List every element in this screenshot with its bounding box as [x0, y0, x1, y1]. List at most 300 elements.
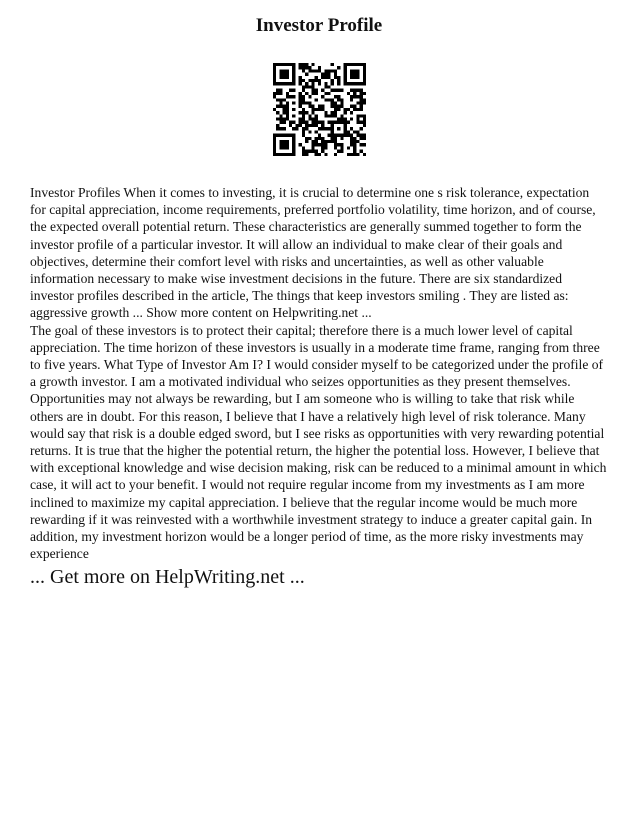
- qr-module: [311, 111, 314, 114]
- qr-module: [302, 153, 305, 156]
- qr-module: [344, 82, 347, 85]
- qr-module: [356, 114, 359, 117]
- qr-module: [299, 101, 302, 104]
- qr-module: [350, 143, 353, 146]
- qr-module: [273, 92, 276, 95]
- qr-module: [331, 101, 334, 104]
- qr-module: [331, 63, 334, 66]
- qr-module: [340, 150, 343, 153]
- qr-module: [328, 98, 331, 101]
- qr-module: [279, 73, 282, 76]
- qr-module: [276, 92, 279, 95]
- qr-module: [292, 140, 295, 143]
- qr-module: [334, 95, 337, 98]
- qr-module: [353, 108, 356, 111]
- qr-module: [360, 108, 363, 111]
- qr-module: [350, 63, 353, 66]
- qr-module: [276, 105, 279, 108]
- qr-module: [305, 63, 308, 66]
- qr-module: [340, 89, 343, 92]
- qr-module: [337, 76, 340, 79]
- qr-module: [331, 105, 334, 108]
- qr-module: [334, 121, 337, 124]
- qr-module: [308, 101, 311, 104]
- qr-module: [273, 137, 276, 140]
- qr-module: [344, 127, 347, 130]
- qr-module: [353, 92, 356, 95]
- qr-module: [292, 82, 295, 85]
- qr-module: [308, 66, 311, 69]
- qr-module: [286, 146, 289, 149]
- qr-module: [321, 108, 324, 111]
- qr-module: [334, 146, 337, 149]
- qr-module: [302, 108, 305, 111]
- qr-module: [279, 143, 282, 146]
- qr-module: [331, 69, 334, 72]
- qr-module: [363, 137, 366, 140]
- qr-module: [321, 146, 324, 149]
- qr-module: [273, 66, 276, 69]
- qr-module: [321, 73, 324, 76]
- qr-module: [311, 124, 314, 127]
- qr-module: [363, 118, 366, 121]
- qr-module: [337, 105, 340, 108]
- qr-module: [340, 137, 343, 140]
- qr-module: [305, 137, 308, 140]
- qr-module: [337, 95, 340, 98]
- qr-module: [334, 134, 337, 137]
- qr-module: [279, 134, 282, 137]
- qr-module: [350, 76, 353, 79]
- qr-module: [356, 63, 359, 66]
- qr-module: [321, 150, 324, 153]
- qr-module: [337, 143, 340, 146]
- qr-module: [356, 76, 359, 79]
- qr-module: [321, 121, 324, 124]
- qr-module: [273, 108, 276, 111]
- qr-module: [360, 95, 363, 98]
- qr-module: [305, 82, 308, 85]
- qr-module: [286, 140, 289, 143]
- qr-module: [279, 105, 282, 108]
- qr-module: [315, 114, 318, 117]
- qr-module: [356, 121, 359, 124]
- qr-module: [315, 150, 318, 153]
- qr-module: [311, 118, 314, 121]
- qr-module: [292, 146, 295, 149]
- qr-module: [283, 146, 286, 149]
- qr-module: [324, 153, 327, 156]
- qr-module: [302, 150, 305, 153]
- qr-module: [292, 108, 295, 111]
- qr-module: [315, 153, 318, 156]
- qr-module: [292, 89, 295, 92]
- qr-module: [305, 111, 308, 114]
- qr-module: [331, 89, 334, 92]
- qr-module: [308, 85, 311, 88]
- qr-module: [276, 111, 279, 114]
- qr-module: [353, 89, 356, 92]
- qr-module: [308, 150, 311, 153]
- qr-module: [318, 66, 321, 69]
- qr-module: [344, 69, 347, 72]
- qr-module: [273, 150, 276, 153]
- qr-module: [283, 143, 286, 146]
- qr-module: [279, 153, 282, 156]
- qr-module: [292, 66, 295, 69]
- qr-module: [276, 153, 279, 156]
- qr-module: [283, 98, 286, 101]
- qr-module: [302, 101, 305, 104]
- qr-module: [283, 134, 286, 137]
- qr-module: [318, 105, 321, 108]
- qr-module: [292, 127, 295, 130]
- qr-module: [302, 79, 305, 82]
- qr-module: [276, 82, 279, 85]
- qr-module: [321, 127, 324, 130]
- qr-code-icon[interactable]: [273, 63, 366, 156]
- qr-code-graphic: [273, 63, 366, 156]
- qr-module: [340, 146, 343, 149]
- qr-module: [340, 118, 343, 121]
- qr-module: [302, 66, 305, 69]
- qr-module: [350, 82, 353, 85]
- qr-module: [305, 150, 308, 153]
- qr-module: [328, 127, 331, 130]
- qr-module: [292, 79, 295, 82]
- qr-module: [353, 140, 356, 143]
- qr-module: [356, 82, 359, 85]
- qr-module: [302, 63, 305, 66]
- qr-module: [299, 105, 302, 108]
- qr-module: [318, 79, 321, 82]
- qr-module: [305, 66, 308, 69]
- qr-module: [356, 134, 359, 137]
- qr-module: [286, 111, 289, 114]
- qr-module: [289, 153, 292, 156]
- qr-module: [279, 127, 282, 130]
- qr-module: [331, 98, 334, 101]
- qr-module: [279, 92, 282, 95]
- qr-module: [363, 82, 366, 85]
- qr-module: [363, 63, 366, 66]
- qr-module: [292, 101, 295, 104]
- qr-module: [292, 153, 295, 156]
- qr-module: [360, 101, 363, 104]
- qr-module: [279, 101, 282, 104]
- qr-module: [331, 121, 334, 124]
- qr-module: [302, 127, 305, 130]
- qr-module: [344, 63, 347, 66]
- qr-module: [308, 79, 311, 82]
- qr-module: [299, 111, 302, 114]
- qr-module: [279, 98, 282, 101]
- qr-module: [324, 140, 327, 143]
- qr-module: [315, 143, 318, 146]
- qr-module: [299, 63, 302, 66]
- qr-module: [279, 146, 282, 149]
- qr-module: [334, 114, 337, 117]
- qr-module: [340, 101, 343, 104]
- qr-module: [273, 63, 276, 66]
- qr-module: [344, 124, 347, 127]
- qr-module: [337, 82, 340, 85]
- qr-module: [279, 82, 282, 85]
- qr-module: [299, 124, 302, 127]
- qr-module: [353, 143, 356, 146]
- qr-module: [321, 143, 324, 146]
- qr-module: [305, 85, 308, 88]
- qr-module: [302, 85, 305, 88]
- qr-module: [337, 98, 340, 101]
- qr-module: [286, 69, 289, 72]
- qr-module: [286, 118, 289, 121]
- qr-module: [283, 82, 286, 85]
- qr-module: [331, 140, 334, 143]
- paragraph-goal: The goal of these investors is to protect their capital; therefore there is a much lower level of capital appreciation. The time horizon of these investors is usually in a moderate time frame, ranging from three to five years. What Type of Investor Am I? I would consider myself to be categorized under the profile of a growth investor. I am a motivated individual who seizes opportunities as they present themselves. Opportunities may not always be rewarding, but I am someone who is willing to take that risk while others are in doubt. For this reason, I believe that I have a relatively high level of risk tolerance. Many would say that risk is a double edged sword, but I see risks as opportunities with very rewarding potential returns. It is true that the higher the potential return, the higher the potential loss. However, I believe that with exceptional knowledge and wise decision making, risk can be reduced to a minimal amount in which case, it will act to your benefit. I would not require regular income from my investments as I am more inclined to maximize my capital appreciation. I believe that the regular income would be much more rewarding if it was reinvested with a worthwhile investment strategy to induce a greater capital gain. In addition, my investment horizon would be a longer period of time, as the more risky investments may experience: [30, 322, 607, 562]
- qr-module: [305, 73, 308, 76]
- qr-module: [337, 150, 340, 153]
- qr-module: [356, 118, 359, 121]
- qr-module: [350, 153, 353, 156]
- qr-module: [363, 121, 366, 124]
- qr-module: [331, 137, 334, 140]
- qr-module: [311, 108, 314, 111]
- qr-module: [356, 153, 359, 156]
- qr-module: [286, 95, 289, 98]
- qr-module: [318, 143, 321, 146]
- qr-module: [308, 118, 311, 121]
- qr-module: [273, 134, 276, 137]
- qr-module: [321, 89, 324, 92]
- qr-module: [302, 114, 305, 117]
- qr-module: [315, 98, 318, 101]
- qr-module: [311, 146, 314, 149]
- qr-module: [344, 118, 347, 121]
- qr-module: [292, 63, 295, 66]
- qr-module: [350, 69, 353, 72]
- qr-module: [324, 114, 327, 117]
- qr-module: [273, 153, 276, 156]
- qr-module: [356, 108, 359, 111]
- qr-module: [315, 76, 318, 79]
- qr-module: [331, 79, 334, 82]
- get-more-link[interactable]: ... Get more on HelpWriting.net ...: [30, 566, 305, 588]
- qr-module: [273, 79, 276, 82]
- qr-module: [273, 146, 276, 149]
- qr-module: [328, 140, 331, 143]
- qr-module: [308, 124, 311, 127]
- qr-module: [276, 134, 279, 137]
- qr-module: [328, 85, 331, 88]
- qr-module: [340, 134, 343, 137]
- qr-module: [308, 137, 311, 140]
- qr-module: [331, 124, 334, 127]
- qr-module: [305, 92, 308, 95]
- qr-module: [353, 69, 356, 72]
- qr-module: [363, 92, 366, 95]
- qr-module: [360, 137, 363, 140]
- qr-module: [331, 134, 334, 137]
- qr-module: [350, 95, 353, 98]
- qr-module: [334, 105, 337, 108]
- qr-module: [344, 108, 347, 111]
- qr-module: [305, 127, 308, 130]
- qr-module: [360, 89, 363, 92]
- qr-module: [318, 153, 321, 156]
- qr-module: [356, 130, 359, 133]
- qr-module: [283, 108, 286, 111]
- qr-module: [276, 63, 279, 66]
- qr-module: [279, 114, 282, 117]
- qr-module: [337, 134, 340, 137]
- qr-module: [279, 140, 282, 143]
- qr-module: [311, 143, 314, 146]
- qr-module: [321, 105, 324, 108]
- qr-module: [305, 101, 308, 104]
- qr-module: [350, 98, 353, 101]
- qr-module: [289, 134, 292, 137]
- qr-module: [340, 143, 343, 146]
- qr-module: [315, 137, 318, 140]
- qr-module: [286, 82, 289, 85]
- qr-module: [292, 69, 295, 72]
- qr-module: [324, 146, 327, 149]
- qr-module: [311, 140, 314, 143]
- qr-module: [318, 137, 321, 140]
- qr-module: [295, 127, 298, 130]
- qr-module: [353, 146, 356, 149]
- qr-module: [308, 105, 311, 108]
- qr-module: [350, 137, 353, 140]
- qr-module: [289, 89, 292, 92]
- qr-module: [299, 118, 302, 121]
- qr-module: [328, 92, 331, 95]
- qr-module: [334, 108, 337, 111]
- qr-module: [286, 134, 289, 137]
- qr-module: [292, 150, 295, 153]
- article-body: [30, 184, 608, 562]
- qr-module: [292, 121, 295, 124]
- qr-module: [331, 82, 334, 85]
- qr-module: [334, 69, 337, 72]
- qr-module: [302, 98, 305, 101]
- qr-module: [299, 121, 302, 124]
- qr-module: [353, 63, 356, 66]
- qr-module: [321, 95, 324, 98]
- qr-module: [276, 118, 279, 121]
- qr-module: [299, 92, 302, 95]
- qr-module: [289, 95, 292, 98]
- qr-module: [344, 73, 347, 76]
- qr-module: [299, 82, 302, 85]
- qr-module: [295, 124, 298, 127]
- qr-module: [347, 146, 350, 149]
- qr-module: [331, 114, 334, 117]
- qr-module: [350, 134, 353, 137]
- qr-module: [311, 79, 314, 82]
- qr-module: [328, 114, 331, 117]
- qr-module: [363, 101, 366, 104]
- qr-module: [305, 140, 308, 143]
- paragraph-intro: Investor Profiles When it comes to investing, it is crucial to determine one s risk tolerance, expectation for capital appreciation, income requirements, preferred portfolio volatility, time horizon, and of course, the expected overall potential return. These characteristics are generally summed together to form the investor profile of a particular investor. It will allow an individual to make clear of their goals and objectives, determine their comfort level with risks and uncertainties, as well as other valuable information necessary to make wise investment decisions in the future. There are six standardized investor profiles described in the article, The things that keep investors smiling . They are listed as: aggressive growth ... Show more content on Helpwriting.net ...: [30, 185, 596, 321]
- qr-module: [350, 140, 353, 143]
- qr-module: [315, 121, 318, 124]
- qr-module: [299, 143, 302, 146]
- qr-module: [328, 73, 331, 76]
- qr-module: [311, 150, 314, 153]
- qr-module: [324, 85, 327, 88]
- qr-module: [292, 76, 295, 79]
- qr-module: [328, 134, 331, 137]
- qr-module: [356, 101, 359, 104]
- qr-module: [337, 121, 340, 124]
- qr-module: [273, 76, 276, 79]
- qr-module: [347, 108, 350, 111]
- qr-module: [350, 111, 353, 114]
- qr-module: [283, 69, 286, 72]
- qr-module: [315, 79, 318, 82]
- qr-module: [302, 121, 305, 124]
- qr-module: [334, 140, 337, 143]
- qr-module: [363, 153, 366, 156]
- qr-module: [315, 89, 318, 92]
- qr-module: [292, 143, 295, 146]
- qr-module: [273, 140, 276, 143]
- qr-module: [360, 134, 363, 137]
- qr-module: [353, 95, 356, 98]
- qr-module: [321, 124, 324, 127]
- qr-module: [340, 121, 343, 124]
- qr-module: [318, 108, 321, 111]
- page-title: Investor Profile: [255, 15, 383, 36]
- qr-module: [344, 134, 347, 137]
- qr-module: [273, 82, 276, 85]
- qr-module: [273, 73, 276, 76]
- qr-module: [283, 140, 286, 143]
- qr-module: [353, 82, 356, 85]
- qr-module: [299, 76, 302, 79]
- qr-module: [286, 76, 289, 79]
- qr-module: [279, 63, 282, 66]
- qr-module: [344, 76, 347, 79]
- qr-module: [344, 66, 347, 69]
- qr-module: [350, 127, 353, 130]
- qr-module: [276, 89, 279, 92]
- qr-module: [289, 124, 292, 127]
- qr-module: [328, 69, 331, 72]
- qr-module: [299, 66, 302, 69]
- qr-module: [283, 105, 286, 108]
- qr-module: [334, 111, 337, 114]
- qr-module: [356, 140, 359, 143]
- qr-module: [356, 69, 359, 72]
- qr-module: [337, 118, 340, 121]
- qr-module: [315, 69, 318, 72]
- qr-module: [324, 73, 327, 76]
- qr-module: [311, 89, 314, 92]
- qr-module: [286, 101, 289, 104]
- qr-module: [334, 137, 337, 140]
- qr-module: [356, 73, 359, 76]
- qr-module: [353, 105, 356, 108]
- qr-module: [289, 63, 292, 66]
- qr-module: [360, 82, 363, 85]
- qr-module: [340, 105, 343, 108]
- qr-module: [311, 121, 314, 124]
- qr-module: [308, 95, 311, 98]
- qr-module: [302, 130, 305, 133]
